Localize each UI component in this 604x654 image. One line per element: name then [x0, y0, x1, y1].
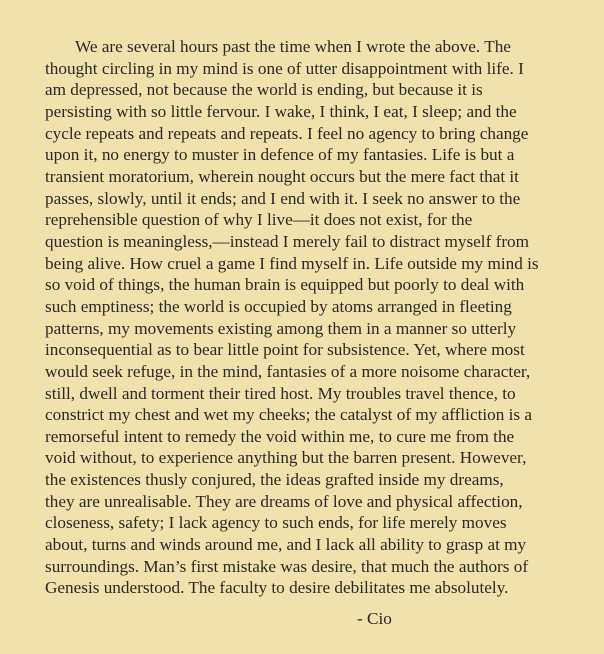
paragraph-line: transient moratorium, wherein nought occurs but the mere fact that it: [45, 166, 519, 186]
paragraph-line: thought circling in my mind is one of utter disappointment with life. I: [45, 58, 524, 78]
paragraph-line: inconsequential as to bear little point for subsistence. Yet, where most: [45, 340, 525, 360]
paragraph-line: We are several hours past the time when I wrote the above. The: [75, 37, 511, 56]
paragraph-line: passes, slowly, until it ends; and I end with it. I seek no answer to the: [45, 188, 521, 208]
paragraph-line: patterns, my movements existing among them in a manner so utterly: [45, 318, 517, 338]
paragraph-line: persisting with so little fervour. I wake, I think, I eat, I sleep; and the: [45, 101, 517, 121]
paragraph-line: remorseful intent to remedy the void within me, to cure me from the: [45, 426, 515, 446]
paragraph-line: such emptiness; the world is occupied by atoms arranged in fleeting: [45, 296, 512, 316]
author-signature: - Cio: [357, 609, 392, 628]
paragraph-line: Genesis understood. The faculty to desire debilitates me absolutely.: [45, 578, 509, 598]
paragraph-line: constrict my chest and wet my cheeks; the catalyst of my affliction is a: [45, 405, 532, 425]
paragraph-line: still, dwell and torment their tired host. My troubles travel thence, to: [45, 383, 516, 403]
paragraph-line: surroundings. Man’s first mistake was desire, that much the authors of: [45, 556, 529, 576]
paragraph-line: reprehensible question of why I live—it does not exist, for the: [45, 210, 473, 230]
paragraph-line: being alive. How cruel a game I find myself in. Life outside my mind is: [45, 253, 539, 273]
journal-paragraph: [45, 36, 575, 599]
paragraph-line: the existences thusly conjured, the ideas grafted inside my dreams,: [45, 470, 504, 490]
paragraph-line: so void of things, the human brain is equipped but poorly to deal with: [45, 275, 525, 295]
paragraph-line: void without, to experience anything but the barren present. However,: [45, 448, 527, 468]
paragraph-line: about, turns and winds around me, and I lack all ability to grasp at my: [45, 535, 527, 555]
paragraph-line: am depressed, not because the world is ending, but because it is: [45, 80, 483, 100]
paragraph-line: would seek refuge, in the mind, fantasies of a more noisome character,: [45, 361, 531, 381]
paragraph-line: cycle repeats and repeats and repeats. I feel no agency to bring change: [45, 123, 529, 143]
paragraph-line: they are unrealisable. They are dreams of love and physical affection,: [45, 491, 523, 511]
paragraph-line: closeness, safety; I lack agency to such ends, for life merely moves: [45, 513, 507, 533]
paragraph-line: question is meaningless,—instead I merely fail to distract myself from: [45, 231, 530, 251]
paragraph-line: upon it, no energy to muster in defence of my fantasies. Life is but a: [45, 145, 515, 165]
